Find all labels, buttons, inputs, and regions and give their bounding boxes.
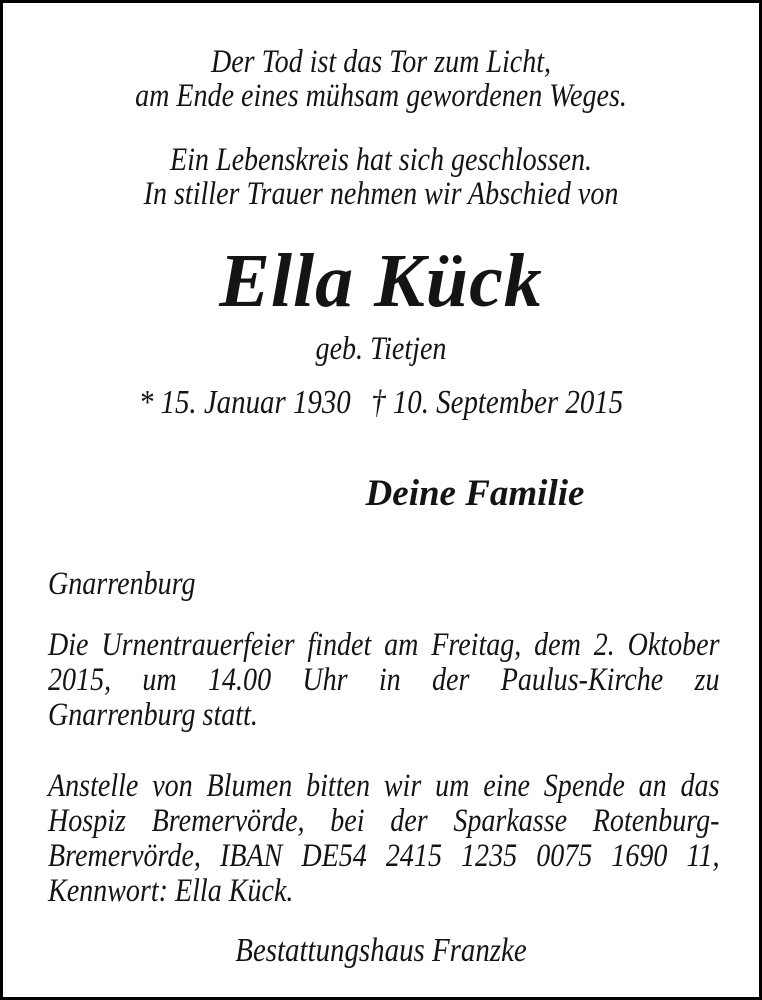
funeral-info-paragraph: [48, 628, 720, 733]
funeral-info-line-2: 2015, um 14.00 Uhr in der Paulus-Kirche zu: [48, 662, 720, 698]
donation-info-line-3: Bremervörde, IBAN DE54 2415 1235 0075 1690 11,: [48, 838, 720, 874]
donation-info-line-1: Anstelle von Blumen bitten wir um eine Spende an das: [48, 768, 720, 804]
donation-info-line-4: Kennwort: Ella Kück.: [48, 873, 294, 909]
intro-block: [60, 143, 703, 211]
place-name: Gnarrenburg: [48, 566, 196, 602]
intro-line-1: Ein Lebenskreis hat sich geschlossen.: [170, 142, 592, 178]
funeral-home-name: Bestattungshaus Franzke: [235, 932, 527, 969]
donation-info-paragraph: [48, 769, 720, 909]
quote-block: [60, 45, 703, 113]
life-dates: [60, 385, 703, 421]
quote-line-1: Der Tod ist das Tor zum Licht,: [210, 44, 552, 80]
death-date: † 10. September 2015: [371, 384, 624, 421]
maiden-name: geb. Tietjen: [315, 331, 447, 367]
deceased-name: Ella Kück: [219, 239, 543, 323]
intro-line-2: In stiller Trauer nehmen wir Abschied von: [143, 176, 619, 212]
quote-line-2: am Ende eines mühsam gewordenen Weges.: [135, 78, 627, 114]
birth-date: * 15. Januar 1930: [138, 384, 351, 421]
funeral-info-line-3: Gnarrenburg statt.: [48, 697, 258, 733]
family-signature: Deine Familie: [365, 473, 585, 514]
donation-info-line-2: Hospiz Bremervörde, bei der Sparkasse Rotenburg-: [48, 803, 720, 839]
funeral-info-line-1: Die Urnentrauerfeier findet am Freitag, dem 2. Oktober: [48, 627, 720, 663]
